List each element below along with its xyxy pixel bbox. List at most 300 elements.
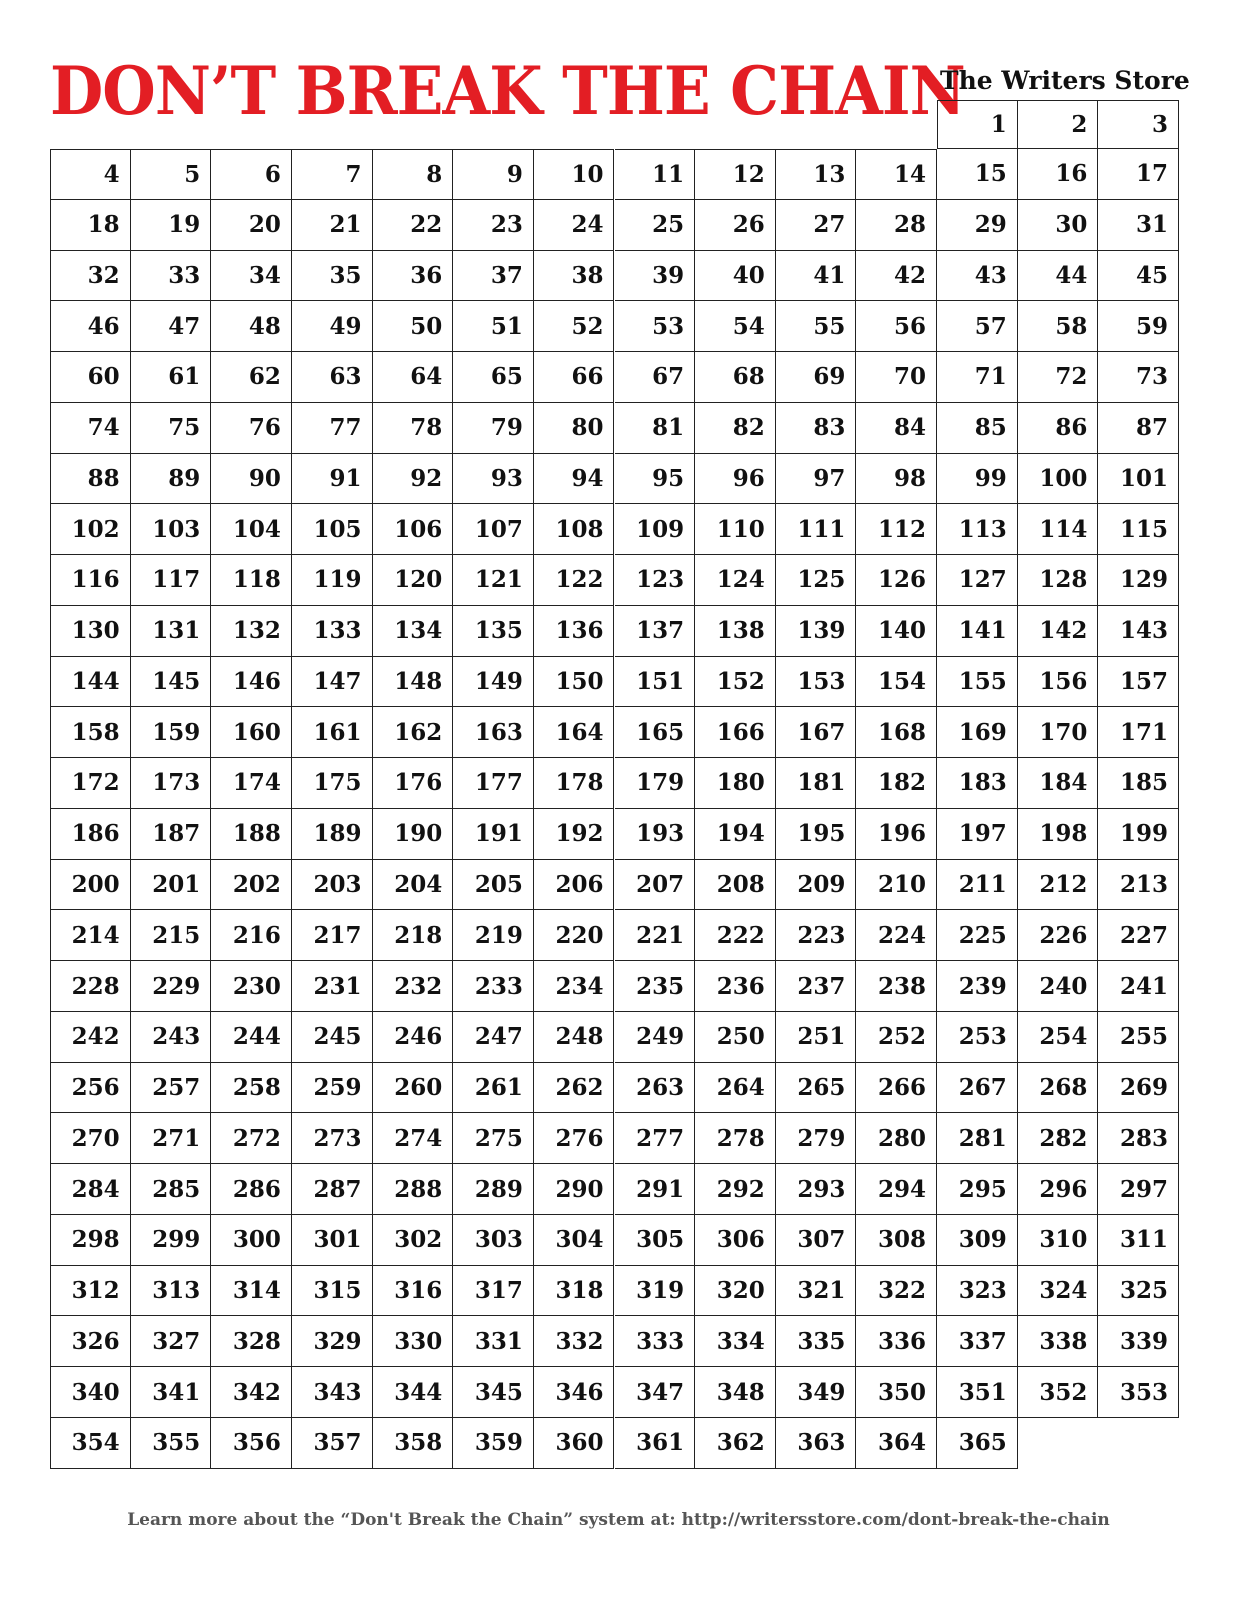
day-cell[interactable] — [292, 961, 373, 1012]
day-cell[interactable] — [776, 1113, 857, 1164]
day-cell[interactable] — [292, 352, 373, 403]
day-cell[interactable] — [1098, 707, 1179, 758]
day-cell[interactable] — [615, 1418, 696, 1469]
day-cell[interactable] — [695, 657, 776, 708]
day-cell[interactable] — [211, 403, 292, 454]
day-cell[interactable] — [292, 1215, 373, 1266]
day-cell[interactable] — [856, 301, 937, 352]
day-cell[interactable] — [856, 403, 937, 454]
day-cell[interactable] — [211, 1367, 292, 1418]
day-cell[interactable] — [776, 403, 857, 454]
day-cell[interactable] — [856, 200, 937, 251]
day-cell[interactable] — [937, 1367, 1018, 1418]
day-cell[interactable] — [373, 961, 454, 1012]
day-cell[interactable] — [373, 1418, 454, 1469]
day-cell[interactable] — [937, 809, 1018, 860]
day-cell[interactable] — [615, 504, 696, 555]
day-cell[interactable] — [211, 149, 292, 200]
day-cell[interactable] — [534, 1164, 615, 1215]
day-cell[interactable] — [615, 860, 696, 911]
day-cell[interactable] — [292, 1418, 373, 1469]
day-cell[interactable] — [776, 657, 857, 708]
day-cell[interactable] — [615, 606, 696, 657]
day-cell[interactable] — [453, 149, 534, 200]
day-cell[interactable] — [1098, 657, 1179, 708]
day-cell[interactable] — [534, 403, 615, 454]
day-cell[interactable] — [1018, 1266, 1099, 1317]
day-cell[interactable] — [1098, 1266, 1179, 1317]
day-cell[interactable] — [1098, 809, 1179, 860]
day-cell[interactable] — [50, 707, 131, 758]
day-cell[interactable] — [1018, 707, 1099, 758]
day-cell[interactable] — [1098, 1316, 1179, 1367]
day-cell[interactable] — [50, 504, 131, 555]
day-cell[interactable] — [292, 251, 373, 302]
day-cell[interactable] — [373, 1215, 454, 1266]
day-cell[interactable] — [292, 403, 373, 454]
day-cell[interactable] — [292, 606, 373, 657]
day-cell[interactable] — [131, 504, 212, 555]
day-cell[interactable] — [776, 1316, 857, 1367]
day-cell[interactable] — [453, 1113, 534, 1164]
day-cell[interactable] — [50, 809, 131, 860]
day-cell[interactable] — [1098, 758, 1179, 809]
day-cell[interactable] — [937, 1266, 1018, 1317]
day-cell[interactable] — [695, 1215, 776, 1266]
day-cell[interactable] — [615, 1113, 696, 1164]
day-cell[interactable] — [211, 454, 292, 505]
day-cell[interactable] — [131, 606, 212, 657]
day-cell[interactable] — [937, 606, 1018, 657]
day-cell[interactable] — [937, 1164, 1018, 1215]
day-cell[interactable] — [615, 1266, 696, 1317]
day-cell[interactable] — [776, 707, 857, 758]
day-cell[interactable] — [615, 403, 696, 454]
day-cell[interactable] — [1018, 961, 1099, 1012]
day-cell[interactable] — [1018, 352, 1099, 403]
day-cell[interactable] — [776, 454, 857, 505]
day-cell[interactable] — [1098, 1113, 1179, 1164]
day-cell[interactable] — [1098, 910, 1179, 961]
day-cell[interactable] — [937, 555, 1018, 606]
day-cell[interactable] — [50, 1316, 131, 1367]
day-cell[interactable] — [856, 555, 937, 606]
day-cell[interactable] — [1018, 1012, 1099, 1063]
day-cell[interactable] — [453, 352, 534, 403]
day-cell[interactable] — [453, 504, 534, 555]
day-cell[interactable] — [50, 1063, 131, 1114]
day-cell[interactable] — [50, 301, 131, 352]
day-cell[interactable] — [776, 1215, 857, 1266]
day-cell[interactable] — [856, 860, 937, 911]
day-cell[interactable] — [373, 657, 454, 708]
day-cell[interactable] — [292, 555, 373, 606]
day-cell[interactable] — [615, 1215, 696, 1266]
day-cell[interactable] — [373, 555, 454, 606]
day-cell[interactable] — [1098, 301, 1179, 352]
day-cell[interactable] — [131, 454, 212, 505]
day-cell[interactable] — [615, 1012, 696, 1063]
day-cell[interactable] — [615, 555, 696, 606]
day-cell[interactable] — [937, 910, 1018, 961]
day-cell[interactable] — [373, 1367, 454, 1418]
day-cell[interactable] — [453, 555, 534, 606]
day-cell[interactable] — [695, 403, 776, 454]
day-cell[interactable] — [534, 707, 615, 758]
day-cell[interactable] — [856, 1215, 937, 1266]
day-cell[interactable] — [1018, 200, 1099, 251]
day-cell[interactable] — [776, 1418, 857, 1469]
day-cell[interactable] — [453, 961, 534, 1012]
day-cell[interactable] — [1098, 200, 1179, 251]
day-cell[interactable] — [131, 1063, 212, 1114]
day-cell[interactable] — [50, 454, 131, 505]
day-cell[interactable] — [453, 301, 534, 352]
day-cell[interactable] — [856, 1164, 937, 1215]
day-cell[interactable] — [453, 707, 534, 758]
day-cell[interactable] — [937, 100, 1018, 149]
day-cell[interactable] — [937, 200, 1018, 251]
day-cell[interactable] — [776, 606, 857, 657]
day-cell[interactable] — [856, 1113, 937, 1164]
day-cell[interactable] — [695, 555, 776, 606]
day-cell[interactable] — [1018, 301, 1099, 352]
day-cell[interactable] — [1018, 758, 1099, 809]
day-cell[interactable] — [1018, 403, 1099, 454]
day-cell[interactable] — [50, 860, 131, 911]
day-cell[interactable] — [292, 1113, 373, 1164]
day-cell[interactable] — [131, 251, 212, 302]
day-cell[interactable] — [695, 758, 776, 809]
day-cell[interactable] — [373, 251, 454, 302]
day-cell[interactable] — [937, 1215, 1018, 1266]
day-cell[interactable] — [373, 200, 454, 251]
day-cell[interactable] — [534, 1266, 615, 1317]
day-cell[interactable] — [534, 1063, 615, 1114]
day-cell[interactable] — [776, 504, 857, 555]
day-cell[interactable] — [534, 809, 615, 860]
day-cell[interactable] — [937, 1012, 1018, 1063]
day-cell[interactable] — [695, 1063, 776, 1114]
day-cell[interactable] — [695, 1316, 776, 1367]
day-cell[interactable] — [131, 301, 212, 352]
day-cell[interactable] — [292, 454, 373, 505]
day-cell[interactable] — [615, 1316, 696, 1367]
day-cell[interactable] — [453, 1418, 534, 1469]
day-cell[interactable] — [131, 200, 212, 251]
day-cell[interactable] — [50, 200, 131, 251]
day-cell[interactable] — [695, 707, 776, 758]
day-cell[interactable] — [50, 657, 131, 708]
day-cell[interactable] — [615, 301, 696, 352]
day-cell[interactable] — [373, 149, 454, 200]
day-cell[interactable] — [1018, 1063, 1099, 1114]
day-cell[interactable] — [131, 809, 212, 860]
day-cell[interactable] — [776, 1266, 857, 1317]
day-cell[interactable] — [131, 707, 212, 758]
day-cell[interactable] — [131, 961, 212, 1012]
day-cell[interactable] — [615, 200, 696, 251]
day-cell[interactable] — [211, 1266, 292, 1317]
day-cell[interactable] — [50, 555, 131, 606]
day-cell[interactable] — [292, 910, 373, 961]
day-cell[interactable] — [292, 1012, 373, 1063]
day-cell[interactable] — [937, 1113, 1018, 1164]
day-cell[interactable] — [50, 1215, 131, 1266]
day-cell[interactable] — [211, 1164, 292, 1215]
day-cell[interactable] — [937, 758, 1018, 809]
day-cell[interactable] — [50, 606, 131, 657]
day-cell[interactable] — [292, 657, 373, 708]
day-cell[interactable] — [695, 1113, 776, 1164]
day-cell[interactable] — [937, 352, 1018, 403]
day-cell[interactable] — [615, 1367, 696, 1418]
day-cell[interactable] — [615, 809, 696, 860]
day-cell[interactable] — [856, 251, 937, 302]
day-cell[interactable] — [1098, 1164, 1179, 1215]
day-cell[interactable] — [131, 403, 212, 454]
day-cell[interactable] — [211, 251, 292, 302]
day-cell[interactable] — [695, 149, 776, 200]
day-cell[interactable] — [695, 961, 776, 1012]
day-cell[interactable] — [453, 809, 534, 860]
day-cell[interactable] — [1098, 149, 1179, 200]
day-cell[interactable] — [373, 910, 454, 961]
day-cell[interactable] — [695, 1266, 776, 1317]
day-cell[interactable] — [695, 1418, 776, 1469]
day-cell[interactable] — [1098, 251, 1179, 302]
day-cell[interactable] — [1098, 1215, 1179, 1266]
day-cell[interactable] — [453, 910, 534, 961]
day-cell[interactable] — [937, 251, 1018, 302]
day-cell[interactable] — [776, 352, 857, 403]
day-cell[interactable] — [1018, 1113, 1099, 1164]
day-cell[interactable] — [856, 910, 937, 961]
day-cell[interactable] — [856, 1266, 937, 1317]
day-cell[interactable] — [131, 860, 212, 911]
day-cell[interactable] — [856, 1418, 937, 1469]
day-cell[interactable] — [937, 657, 1018, 708]
day-cell[interactable] — [453, 606, 534, 657]
day-cell[interactable] — [453, 200, 534, 251]
day-cell[interactable] — [1018, 504, 1099, 555]
day-cell[interactable] — [292, 504, 373, 555]
day-cell[interactable] — [1018, 1164, 1099, 1215]
day-cell[interactable] — [453, 454, 534, 505]
day-cell[interactable] — [1098, 352, 1179, 403]
day-cell[interactable] — [534, 758, 615, 809]
day-cell[interactable] — [50, 1164, 131, 1215]
day-cell[interactable] — [453, 1316, 534, 1367]
day-cell[interactable] — [776, 251, 857, 302]
day-cell[interactable] — [534, 200, 615, 251]
day-cell[interactable] — [534, 1367, 615, 1418]
day-cell[interactable] — [695, 606, 776, 657]
day-cell[interactable] — [776, 1063, 857, 1114]
day-cell[interactable] — [50, 403, 131, 454]
day-cell[interactable] — [50, 149, 131, 200]
day-cell[interactable] — [211, 606, 292, 657]
day-cell[interactable] — [292, 1316, 373, 1367]
day-cell[interactable] — [1098, 504, 1179, 555]
day-cell[interactable] — [1018, 910, 1099, 961]
day-cell[interactable] — [211, 1215, 292, 1266]
day-cell[interactable] — [131, 1418, 212, 1469]
day-cell[interactable] — [937, 403, 1018, 454]
day-cell[interactable] — [776, 200, 857, 251]
day-cell[interactable] — [695, 1164, 776, 1215]
day-cell[interactable] — [1018, 657, 1099, 708]
day-cell[interactable] — [615, 961, 696, 1012]
day-cell[interactable] — [856, 657, 937, 708]
day-cell[interactable] — [211, 961, 292, 1012]
day-cell[interactable] — [453, 758, 534, 809]
day-cell[interactable] — [373, 1113, 454, 1164]
day-cell[interactable] — [292, 707, 373, 758]
day-cell[interactable] — [937, 860, 1018, 911]
day-cell[interactable] — [373, 1012, 454, 1063]
day-cell[interactable] — [534, 961, 615, 1012]
day-cell[interactable] — [211, 352, 292, 403]
day-cell[interactable] — [292, 1063, 373, 1114]
day-cell[interactable] — [695, 301, 776, 352]
day-cell[interactable] — [131, 1012, 212, 1063]
day-cell[interactable] — [211, 809, 292, 860]
day-cell[interactable] — [50, 1418, 131, 1469]
day-cell[interactable] — [453, 860, 534, 911]
day-cell[interactable] — [1018, 1316, 1099, 1367]
day-cell[interactable] — [453, 1164, 534, 1215]
day-cell[interactable] — [292, 301, 373, 352]
day-cell[interactable] — [1018, 1215, 1099, 1266]
day-cell[interactable] — [534, 1418, 615, 1469]
day-cell[interactable] — [50, 1113, 131, 1164]
day-cell[interactable] — [937, 707, 1018, 758]
day-cell[interactable] — [373, 606, 454, 657]
day-cell[interactable] — [615, 149, 696, 200]
day-cell[interactable] — [615, 1063, 696, 1114]
day-cell[interactable] — [776, 149, 857, 200]
day-cell[interactable] — [373, 403, 454, 454]
day-cell[interactable] — [50, 251, 131, 302]
day-cell[interactable] — [615, 758, 696, 809]
day-cell[interactable] — [292, 149, 373, 200]
day-cell[interactable] — [534, 860, 615, 911]
day-cell[interactable] — [695, 200, 776, 251]
day-cell[interactable] — [373, 1266, 454, 1317]
day-cell[interactable] — [534, 910, 615, 961]
day-cell[interactable] — [856, 454, 937, 505]
day-cell[interactable] — [937, 1418, 1018, 1469]
day-cell[interactable] — [453, 251, 534, 302]
day-cell[interactable] — [776, 809, 857, 860]
day-cell[interactable] — [373, 809, 454, 860]
day-cell[interactable] — [373, 454, 454, 505]
day-cell[interactable] — [937, 504, 1018, 555]
day-cell[interactable] — [292, 200, 373, 251]
day-cell[interactable] — [937, 961, 1018, 1012]
day-cell[interactable] — [211, 1316, 292, 1367]
day-cell[interactable] — [856, 352, 937, 403]
day-cell[interactable] — [615, 454, 696, 505]
day-cell[interactable] — [856, 809, 937, 860]
day-cell[interactable] — [453, 403, 534, 454]
day-cell[interactable] — [131, 149, 212, 200]
day-cell[interactable] — [776, 910, 857, 961]
day-cell[interactable] — [1098, 606, 1179, 657]
day-cell[interactable] — [937, 1063, 1018, 1114]
day-cell[interactable] — [1018, 454, 1099, 505]
day-cell[interactable] — [856, 1012, 937, 1063]
day-cell[interactable] — [50, 1012, 131, 1063]
day-cell[interactable] — [534, 1012, 615, 1063]
day-cell[interactable] — [1098, 961, 1179, 1012]
day-cell[interactable] — [1018, 555, 1099, 606]
day-cell[interactable] — [292, 1266, 373, 1317]
day-cell[interactable] — [453, 1367, 534, 1418]
day-cell[interactable] — [776, 1012, 857, 1063]
day-cell[interactable] — [695, 504, 776, 555]
day-cell[interactable] — [776, 555, 857, 606]
day-cell[interactable] — [131, 657, 212, 708]
day-cell[interactable] — [937, 1316, 1018, 1367]
day-cell[interactable] — [453, 657, 534, 708]
day-cell[interactable] — [534, 606, 615, 657]
day-cell[interactable] — [211, 758, 292, 809]
day-cell[interactable] — [131, 1113, 212, 1164]
day-cell[interactable] — [131, 1215, 212, 1266]
day-cell[interactable] — [937, 149, 1018, 200]
day-cell[interactable] — [211, 1012, 292, 1063]
day-cell[interactable] — [695, 1367, 776, 1418]
day-cell[interactable] — [1098, 100, 1179, 149]
day-cell[interactable] — [1018, 149, 1099, 200]
day-cell[interactable] — [373, 707, 454, 758]
day-cell[interactable] — [534, 504, 615, 555]
day-cell[interactable] — [131, 1316, 212, 1367]
day-cell[interactable] — [856, 1367, 937, 1418]
day-cell[interactable] — [373, 504, 454, 555]
day-cell[interactable] — [776, 1367, 857, 1418]
day-cell[interactable] — [50, 1266, 131, 1317]
day-cell[interactable] — [695, 1012, 776, 1063]
day-cell[interactable] — [776, 1164, 857, 1215]
day-cell[interactable] — [453, 1215, 534, 1266]
day-cell[interactable] — [615, 352, 696, 403]
day-cell[interactable] — [131, 1266, 212, 1317]
day-cell[interactable] — [211, 1113, 292, 1164]
day-cell[interactable] — [292, 1367, 373, 1418]
day-cell[interactable] — [131, 555, 212, 606]
day-cell[interactable] — [1018, 809, 1099, 860]
day-cell[interactable] — [292, 860, 373, 911]
day-cell[interactable] — [373, 301, 454, 352]
day-cell[interactable] — [1098, 1063, 1179, 1114]
day-cell[interactable] — [373, 860, 454, 911]
day-cell[interactable] — [50, 910, 131, 961]
day-cell[interactable] — [534, 251, 615, 302]
day-cell[interactable] — [211, 555, 292, 606]
day-cell[interactable] — [292, 1164, 373, 1215]
day-cell[interactable] — [50, 1367, 131, 1418]
day-cell[interactable] — [534, 352, 615, 403]
day-cell[interactable] — [50, 352, 131, 403]
day-cell[interactable] — [856, 606, 937, 657]
day-cell[interactable] — [534, 1316, 615, 1367]
day-cell[interactable] — [615, 707, 696, 758]
day-cell[interactable] — [211, 1418, 292, 1469]
day-cell[interactable] — [937, 301, 1018, 352]
